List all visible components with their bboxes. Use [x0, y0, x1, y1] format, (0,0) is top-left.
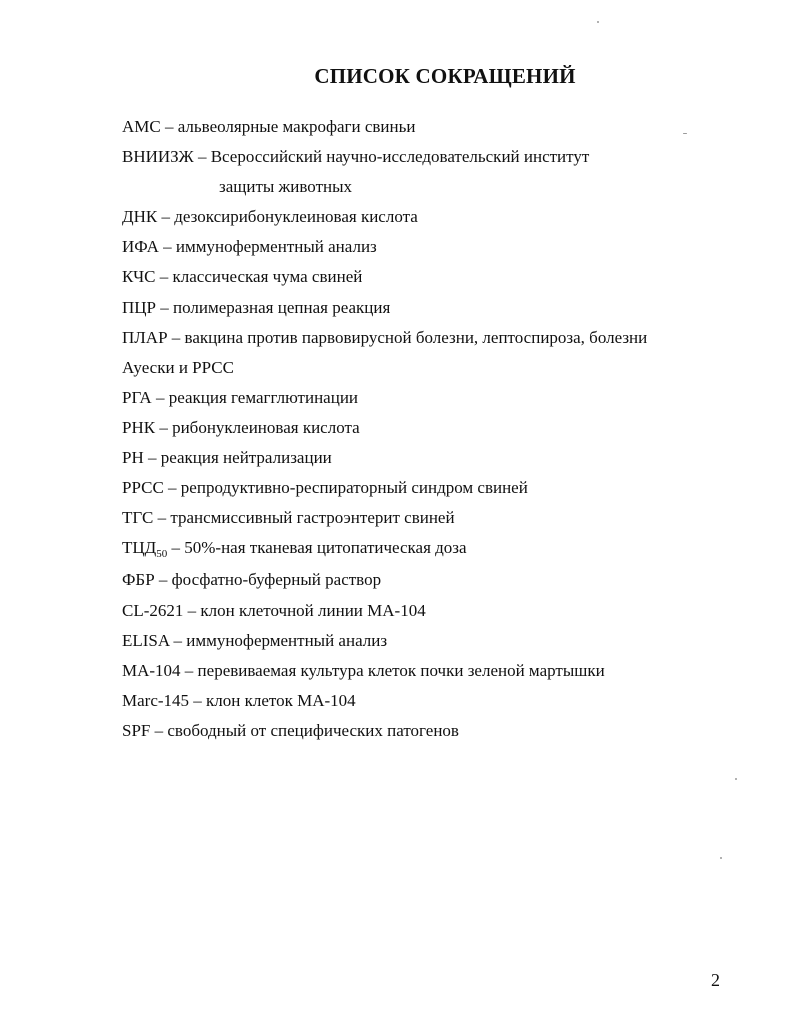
list-item: ДНК – дезоксирибонуклеиновая кислота	[122, 207, 418, 227]
abbreviation-prefix: ТЦД	[122, 538, 157, 558]
scan-speck	[597, 21, 599, 23]
list-item: РРСС – репродуктивно-респираторный синдром свиней	[122, 478, 528, 498]
abbreviation-list	[122, 112, 722, 746]
list-item: ВНИИЗЖ – Всероссийский научно-исследовательский институт	[122, 147, 590, 167]
list-item: МА-104 – перевиваемая культура клеток почки зеленой мартышки	[122, 660, 605, 680]
list-item-continuation: защиты животных	[219, 177, 353, 197]
list-item: РН – реакция нейтрализации	[122, 448, 332, 468]
scan-speck	[735, 778, 737, 780]
scan-speck	[683, 133, 687, 134]
abbreviation-definition: – 50%-ная тканевая цитопатическая доза	[167, 538, 467, 558]
list-item: ПЦР – полимеразная цепная реакция	[122, 297, 391, 317]
page-number: 2	[711, 970, 720, 990]
list-item: ФБР – фосфатно-буферный раствор	[122, 570, 382, 590]
list-item: ТГС – трансмиссивный гастроэнтерит свиней	[122, 508, 455, 528]
list-item: РГА – реакция гемагглютинации	[122, 387, 359, 407]
list-item: Marc-145 – клон клеток МА-104	[122, 690, 356, 710]
page-title: СПИСОК СОКРАЩЕНИЙ	[314, 64, 576, 88]
abbreviation-subscript: 50	[156, 548, 168, 561]
list-item-wrapped: Ауески и РРСС	[122, 357, 234, 377]
list-item: CL-2621 – клон клеточной линии МА-104	[122, 600, 426, 620]
list-item: РНК – рибонуклеиновая кислота	[122, 417, 360, 437]
list-item: КЧС – классическая чума свиней	[122, 267, 363, 287]
list-item: SPF – свободный от специфических патогенов	[122, 720, 459, 740]
list-item: ИФА – иммуноферментный анализ	[122, 237, 377, 257]
list-item: ПЛАР – вакцина против парвовирусной болезни, лептоспироза, болезни	[122, 327, 648, 347]
list-item: ELISA – иммуноферментный анализ	[122, 630, 388, 650]
list-item	[122, 533, 722, 565]
list-item: АМС – альвеолярные макрофаги свиньи	[122, 117, 416, 136]
scan-speck	[720, 857, 722, 859]
